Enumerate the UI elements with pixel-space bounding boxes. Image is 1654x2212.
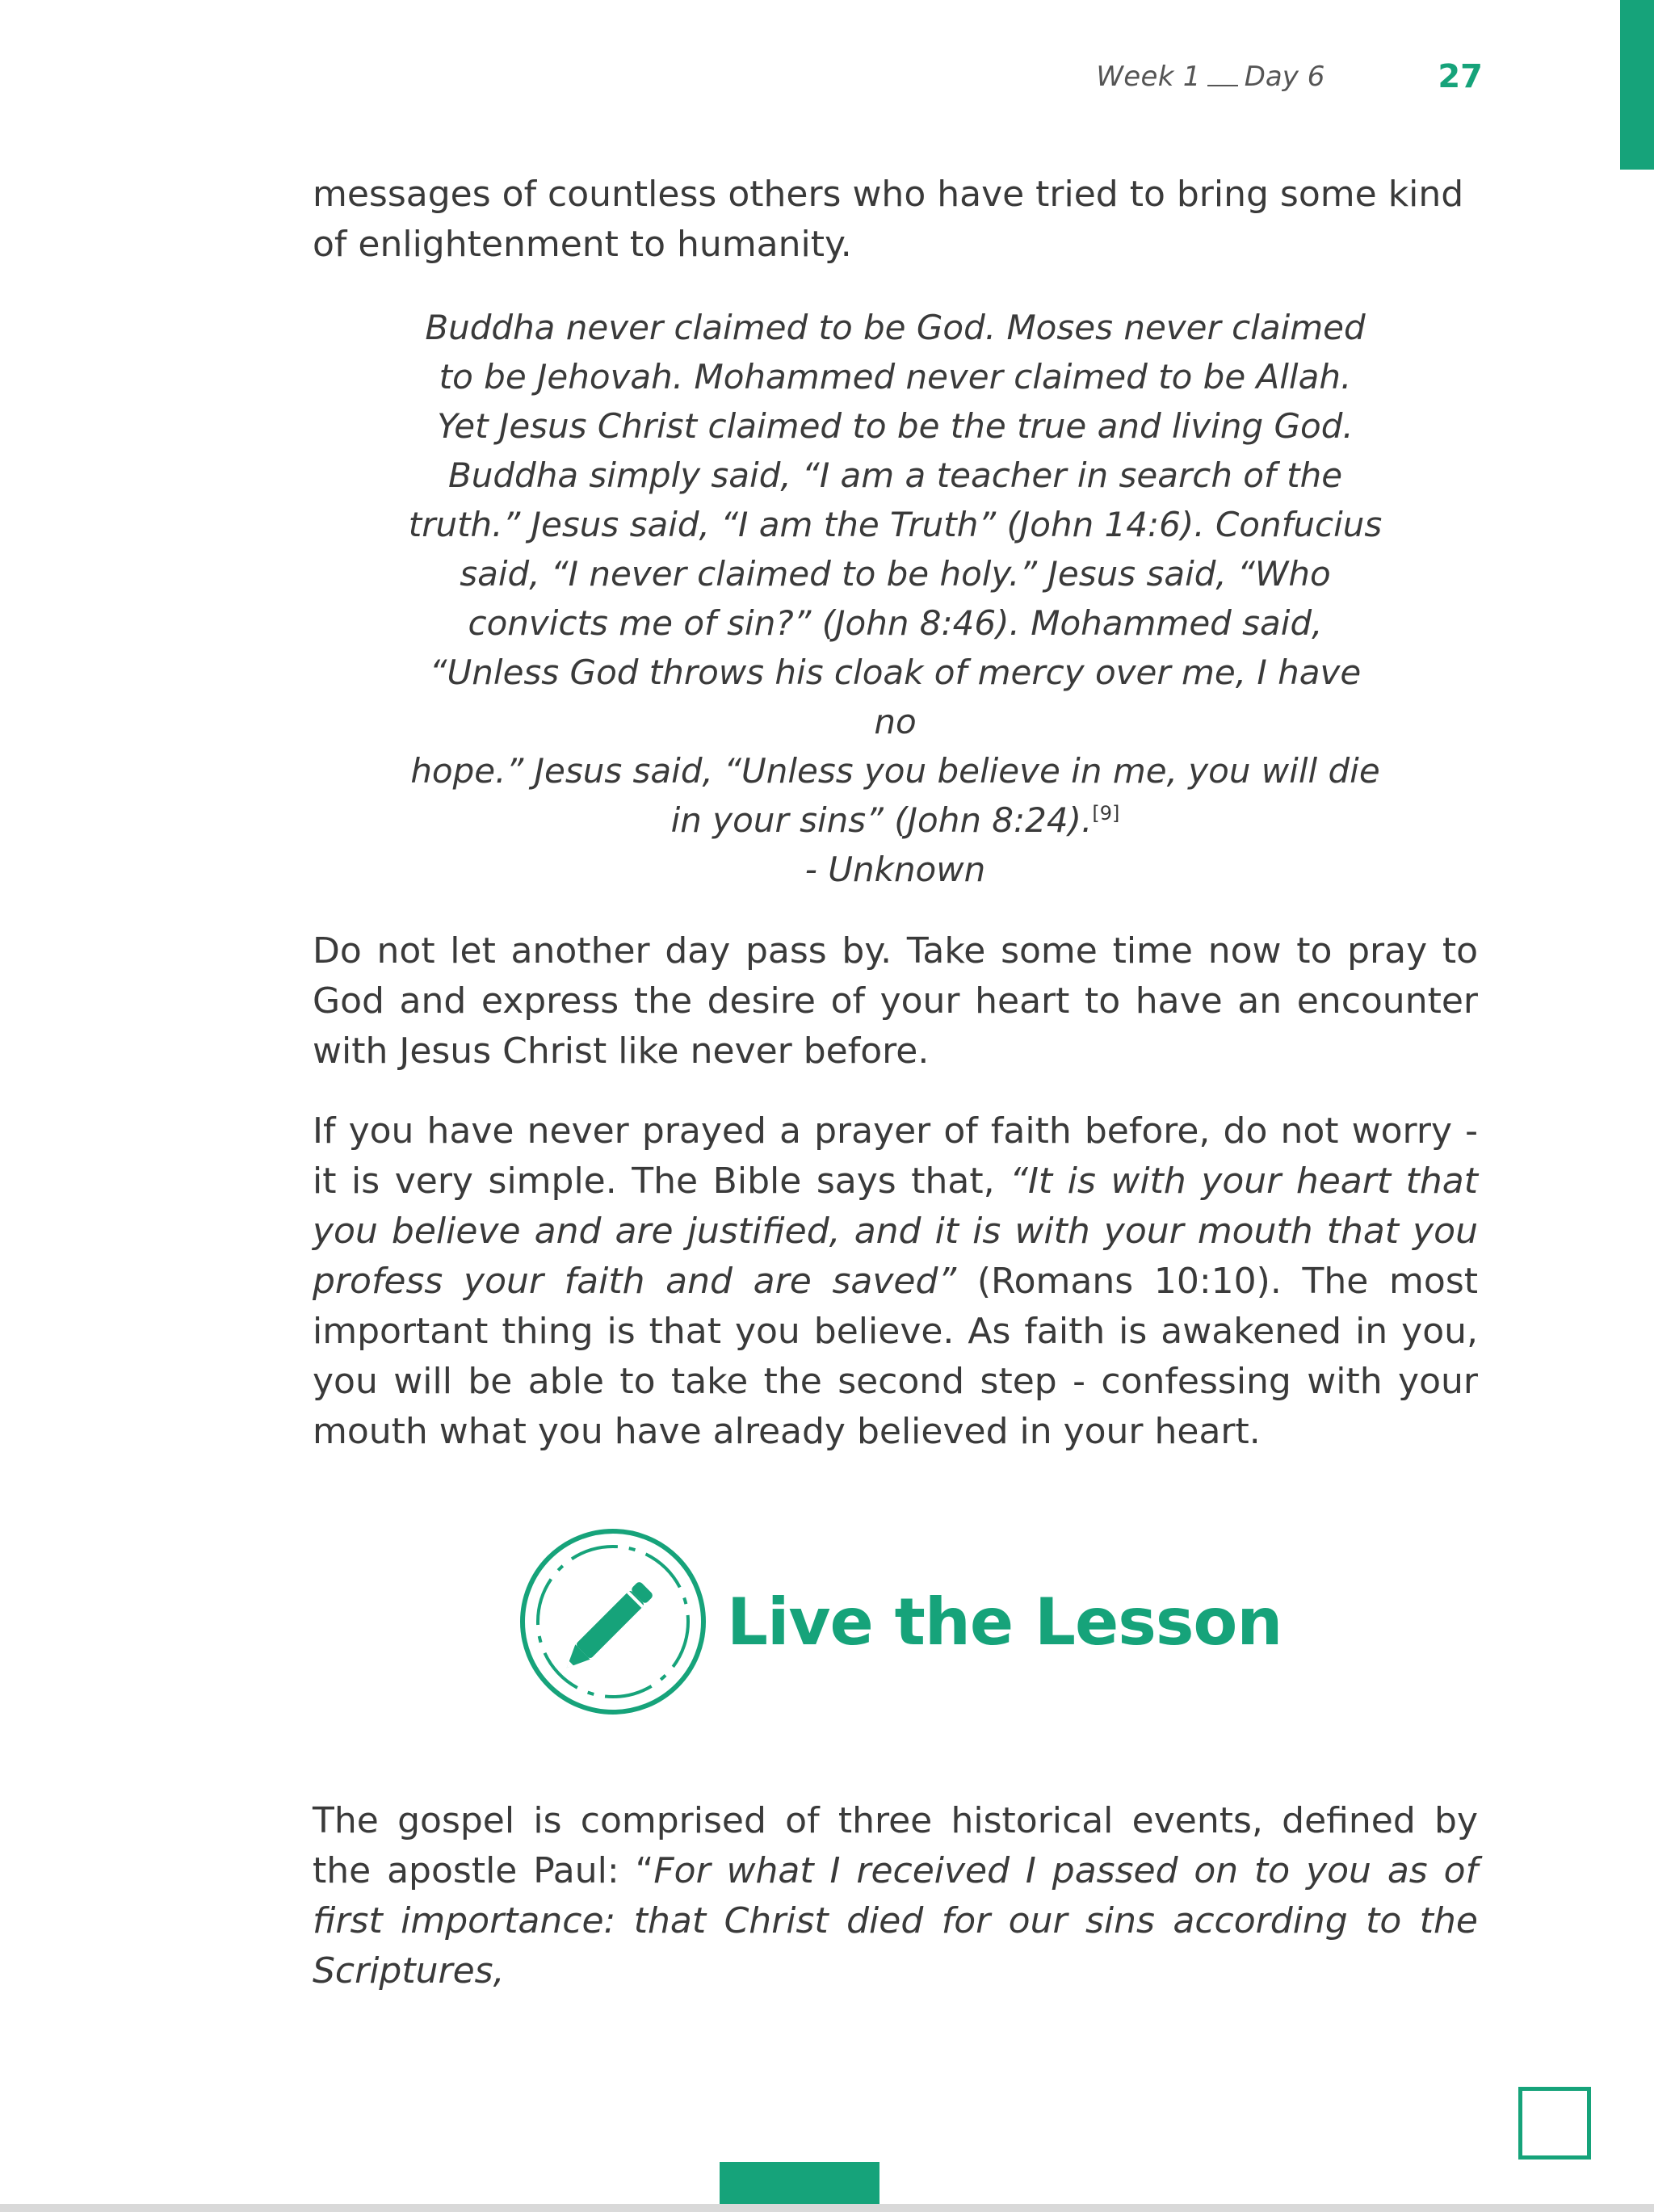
bottom-tab-marker (720, 2162, 879, 2204)
paragraph-gospel (313, 1796, 1478, 1996)
header-separator (1207, 67, 1238, 86)
intro-paragraph-text: messages of countless others who have tried to bring some kind of enlightenment to humanity. (313, 174, 1464, 265)
scripture-quote: “It is with your heart that you believe and are justified, and it is with your mouth that you profess your faith and are saved” (313, 1161, 1478, 1302)
paragraph-faith-part1: If you have never prayed a prayer of faith before, do not worry - it is very simple. The Bible says that, (313, 1110, 1478, 1202)
block-quote (404, 303, 1387, 894)
pencil-icon (515, 1524, 711, 1719)
bottom-strip (0, 2204, 1654, 2212)
header-week: Week 1 (1096, 61, 1201, 93)
paragraph-pray (313, 926, 1478, 1077)
quote-line-text: in your sins” (John 8:24). (670, 800, 1093, 840)
quote-line: said, “I never claimed to be holy.” Jesus said, “Who (460, 554, 1331, 594)
quote-line: convicts me of sin?” (John 8:46). Mohammed said, (468, 603, 1323, 643)
quote-line: “Unless God throws his cloak of mercy over me, I have no (429, 653, 1362, 741)
quote-attribution: - Unknown (804, 850, 986, 889)
quote-line-last (404, 795, 1387, 845)
paragraph-gospel-scripture: For what I received I passed on to you as of first importance: that Christ died for our sins according to the Scriptures, (313, 1850, 1478, 1992)
page-number: 27 (1438, 58, 1483, 95)
paragraph-gospel-part1: The gospel is comprised of three historical events, defined by the apostle Paul: “ (313, 1800, 1478, 1891)
paragraph-faith-part2: (Romans 10:10). The most important thing is that you believe. As faith is awakened in you, you will be able to take the second step - confessing with your mouth what you have already believed in your heart. (313, 1261, 1478, 1452)
quote-line: Yet Jesus Christ claimed to be the true and living God. (437, 406, 1354, 446)
page-corner-box (1518, 2087, 1591, 2160)
paragraph-gospel-text (313, 1796, 1478, 1996)
chapter-edge-tab (1620, 0, 1654, 170)
paragraph-pray-text: Do not let another day pass by. Take some time now to pray to God and express the desire of your heart to have an encounter with Jesus Christ like never before. (313, 930, 1478, 1072)
quote-line: truth.” Jesus said, “I am the Truth” (John 14:6). Confucius (408, 505, 1383, 544)
footnote-reference[interactable]: [9] (1092, 802, 1120, 825)
quote-line: Buddha simply said, “I am a teacher in search of the (447, 455, 1343, 495)
paragraph-faith-text (313, 1106, 1478, 1457)
paragraph-faith (313, 1106, 1478, 1457)
running-header (1096, 57, 1483, 97)
quote-line: Buddha never claimed to be God. Moses never claimed (425, 308, 1366, 347)
live-the-lesson-heading (515, 1525, 1282, 1719)
lesson-title: Live the Lesson (727, 1584, 1282, 1660)
quote-line: hope.” Jesus said, “Unless you believe in me, you will die (410, 751, 1380, 791)
header-day: Day 6 (1244, 61, 1325, 93)
quote-line: to be Jehovah. Mohammed never claimed to be Allah. (439, 357, 1352, 397)
intro-paragraph (313, 170, 1478, 270)
